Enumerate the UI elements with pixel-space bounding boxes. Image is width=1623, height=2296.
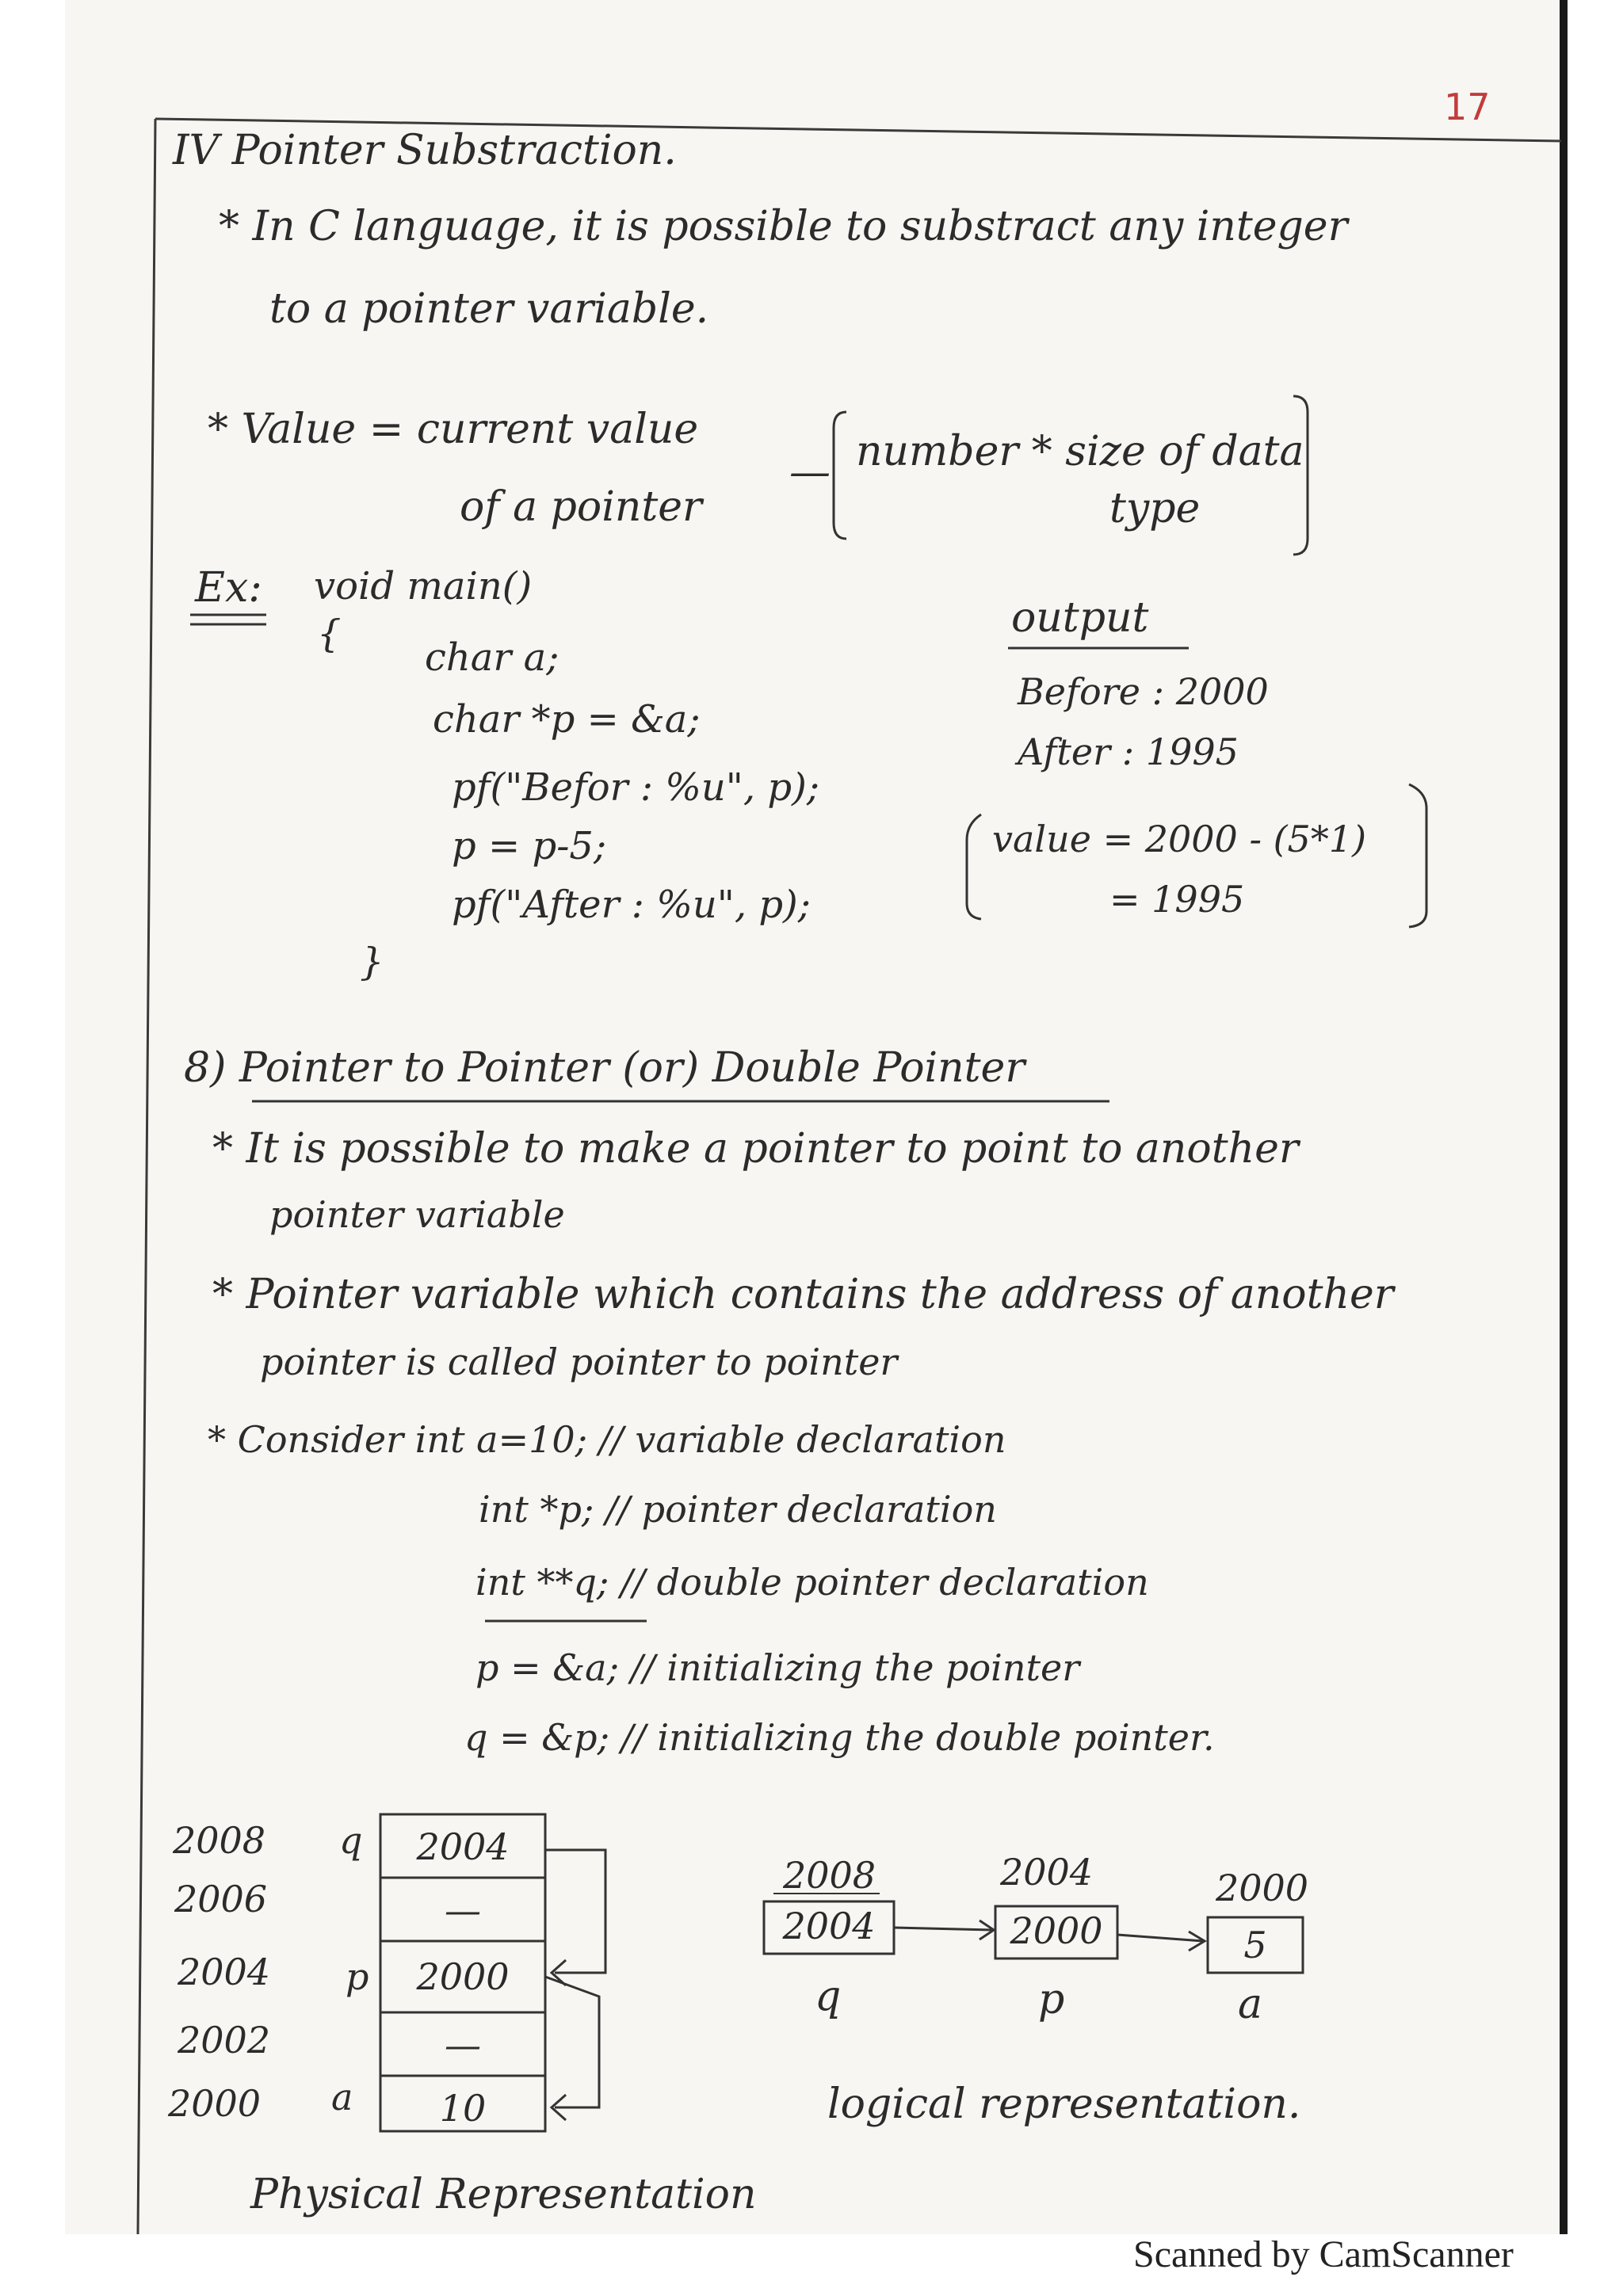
phys-var: p: [346, 1955, 369, 1998]
example-label: Ex:: [195, 564, 262, 612]
consider-line: p = &a; // initializing the pointer: [475, 1646, 1080, 1689]
memory-cell: 2000: [416, 1955, 510, 1998]
physical-caption: Physical Representation: [250, 2171, 757, 2218]
formula-left1: * Value = current value: [208, 406, 699, 453]
phys-address: 2008: [173, 1819, 266, 1862]
consider-line: q = &p; // initializing the double pointer.: [464, 1716, 1215, 1759]
calc-line2: = 1995: [1109, 878, 1245, 921]
logical-value: 2000: [1010, 1909, 1103, 1952]
formula-bracket-right: [1293, 396, 1308, 555]
section8-bullet1a: * It is possible to make a pointer to point to another: [212, 1125, 1299, 1173]
logical-caption: logical representation.: [827, 2081, 1301, 2128]
formula-bracket-left: [834, 412, 846, 539]
formula-dash: —: [789, 448, 831, 496]
phys-var: q: [339, 1819, 363, 1862]
output-heading: output: [1011, 594, 1149, 642]
code-line: char *p = &a;: [433, 697, 701, 742]
logical-addr: 2004: [1000, 1851, 1094, 1894]
output-before: Before : 2000: [1018, 670, 1269, 713]
logical-var: a: [1238, 1981, 1263, 2028]
phys-address: 2000: [168, 2082, 262, 2125]
formula-left2: of a pointer: [460, 483, 702, 531]
section4-line2: to a pointer variable.: [269, 285, 709, 333]
calc-line1: value = 2000 - (5*1): [992, 818, 1367, 860]
memory-cell: 2004: [416, 1825, 510, 1868]
formula-right2: type: [1109, 485, 1201, 532]
consider-line: int *p; // pointer declaration: [479, 1488, 997, 1531]
memory-cell: 10: [439, 2087, 487, 2130]
logical-value: 5: [1243, 1924, 1267, 1966]
section4-heading: IV Pointer Substraction.: [173, 127, 677, 174]
scanner-watermark: Scanned by CamScanner: [1133, 2233, 1514, 2275]
logical-var: q: [815, 1973, 842, 2020]
code-line: p = p-5;: [452, 824, 607, 868]
section4-line1: * In C language, it is possible to substract any integer: [219, 203, 1348, 250]
left-margin-line: [138, 119, 155, 2234]
section8-bullet2a: * Pointer variable which contains the address of another: [212, 1271, 1394, 1318]
page-number: 17: [1444, 86, 1491, 128]
code-line: pf("Befor : %u", p);: [452, 765, 820, 810]
logical-addr: 2008: [783, 1854, 876, 1897]
phys-var: a: [331, 2076, 353, 2119]
logical-var: p: [1038, 1976, 1065, 2023]
section8-heading: 8) Pointer to Pointer (or) Double Pointer: [184, 1044, 1025, 1092]
logical-addr: 2000: [1216, 1867, 1309, 1909]
section8-bullet2b: pointer is called pointer to pointer: [260, 1341, 898, 1383]
consider-line: * Consider int a=10; // variable declaration: [208, 1418, 1006, 1461]
consider-line: int **q; // double pointer declaration: [475, 1561, 1149, 1604]
code-line: pf("After : %u", p);: [452, 883, 811, 927]
memory-cell: —: [445, 2023, 481, 2066]
output-after: After : 1995: [1018, 730, 1239, 773]
code-line: void main(): [314, 564, 533, 608]
code-line: char a;: [425, 635, 559, 680]
phys-address: 2002: [178, 2019, 271, 2061]
code-line: {: [317, 612, 342, 656]
logical-value: 2004: [782, 1905, 876, 1947]
memory-cell: —: [445, 1889, 481, 1932]
phys-address: 2006: [174, 1878, 268, 1920]
formula-right1: number * size of data: [856, 428, 1304, 475]
code-line: }: [360, 940, 384, 984]
phys-address: 2004: [178, 1951, 271, 1993]
section8-bullet1b: pointer variable: [269, 1193, 565, 1236]
